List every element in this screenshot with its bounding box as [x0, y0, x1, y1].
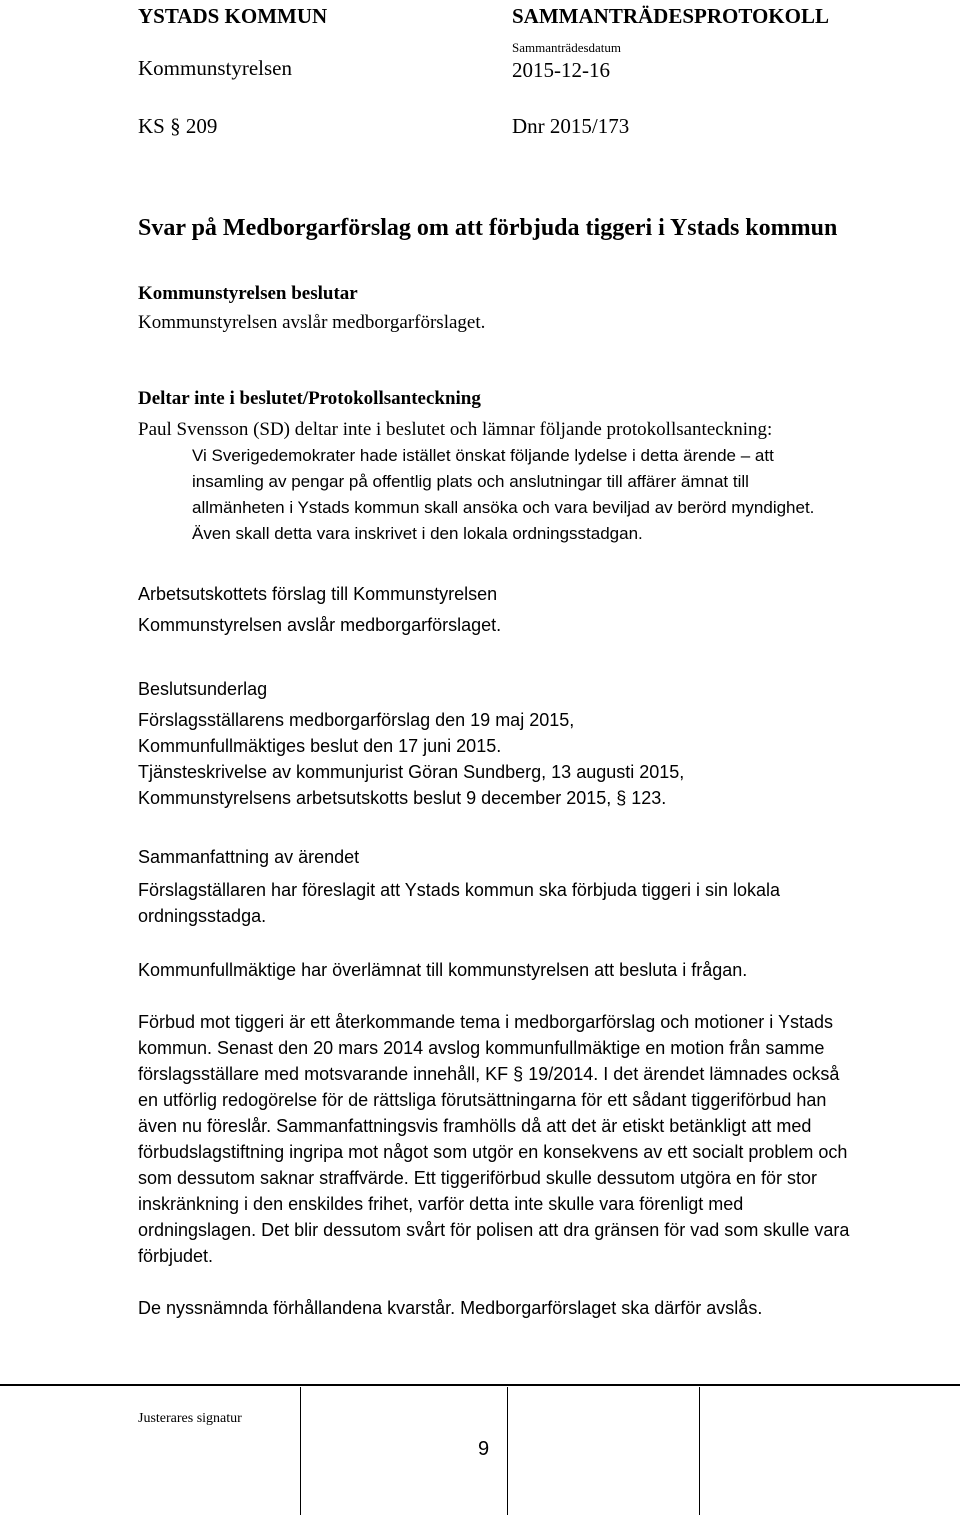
reservation-quote: [192, 443, 814, 547]
paragraph-reference: KS § 209: [138, 114, 218, 138]
summary-line: som dessutom saknar straffvärde. Ett tiggeriförbud skulle dessutom utgöra en för stor: [138, 1168, 817, 1188]
summary-paragraph-3: [138, 1009, 849, 1269]
summary-line: ordningsstadga.: [138, 906, 267, 926]
document-type: SAMMANTRÄDESPROTOKOLL: [512, 4, 829, 28]
summary-line: kommun. Senast den 20 mars 2014 avslog kommunfullmäktige en motion från samme: [138, 1038, 825, 1058]
reservation-intro: Paul Svensson (SD) deltar inte i beslutet och lämnar följande protokollsanteckning:: [138, 419, 773, 440]
summary-line: även nu föreslår. Sammanfattningsvis framhölls då att det är etiskt betänkligt att med: [138, 1116, 812, 1136]
reservation-heading: Deltar inte i beslutet/Protokollsanteckning: [138, 388, 481, 409]
summary-line: förbudslagstiftning ingripa mot något som utgör en konsekvens av ett socialt problem och: [138, 1142, 848, 1162]
summary-heading: Sammanfattning av ärendet: [138, 847, 360, 867]
reservation-line: allmänheten i Ystads kommun skall ansöka och vara beviljad av berörd myndighet.: [192, 498, 815, 517]
summary-line: Förbud mot tiggeri är ett återkommande tema i medborgarförslag och motioner i Ystads: [138, 1012, 833, 1032]
decision-text: Kommunstyrelsen avslår medborgarförslaget.: [138, 312, 486, 333]
basis-line: Tjänsteskrivelse av kommunjurist Göran Sundberg, 13 augusti 2015,: [138, 762, 685, 782]
committee-proposal-heading: Arbetsutskottets förslag till Kommunstyrelsen: [138, 584, 498, 604]
signature-label: Justerares signatur: [138, 1411, 242, 1426]
basis-line: Förslagsställarens medborgarförslag den 19 maj 2015,: [138, 710, 575, 730]
basis-line: Kommunstyrelsens arbetsutskotts beslut 9 december 2015, § 123.: [138, 788, 667, 808]
summary-line: en utförlig redogörelse för de rättsliga förutsättningarna för ett sådant tiggeriförbud han: [138, 1090, 827, 1110]
reservation-line: insamling av pengar på offentlig plats och anslutningar till affärer ämnat till: [192, 472, 749, 491]
summary-paragraph-1: [138, 877, 780, 929]
basis-line: Kommunfullmäktiges beslut den 17 juni 2015.: [138, 736, 502, 756]
summary-paragraph-2: Kommunfullmäktige har överlämnat till kommunstyrelsen att besluta i frågan.: [138, 960, 748, 980]
summary-line: Förslagställaren har föreslagit att Ystads kommun ska förbjuda tiggeri i sin lokala: [138, 880, 780, 900]
meeting-date: 2015-12-16: [512, 58, 610, 82]
decision-heading: Kommunstyrelsen beslutar: [138, 283, 358, 304]
meeting-date-label: Sammanträdesdatum: [512, 40, 622, 55]
summary-line: förbjudet.: [138, 1246, 214, 1266]
committee-name: Kommunstyrelsen: [138, 56, 292, 80]
footer-divider: [0, 1384, 960, 1386]
summary-line: förslagsställare med motsvarande innehåll, KF § 19/2014. I det ärendet lämnades också: [138, 1064, 840, 1084]
summary-paragraph-4: De nyssnämnda förhållandena kvarstår. Medborgarförslaget ska därför avslås.: [138, 1298, 763, 1318]
reservation-line: Vi Sverigedemokrater hade istället önskat följande lydelse i detta ärende – att: [192, 446, 774, 465]
signature-box-divider: [507, 1387, 508, 1515]
diary-number: Dnr 2015/173: [512, 114, 630, 138]
summary-line: ordningslagen. Det blir dessutom svårt för polisen att dra gränsen för vad som skulle vara: [138, 1220, 850, 1240]
basis-heading: Beslutsunderlag: [138, 679, 268, 699]
basis-list: [138, 707, 684, 811]
page-number: 9: [478, 1438, 490, 1460]
reservation-line: Även skall detta vara inskrivet i den lokala ordningsstadgan.: [192, 524, 643, 543]
committee-proposal-text: Kommunstyrelsen avslår medborgarförslaget.: [138, 615, 502, 635]
signature-box-divider: [300, 1387, 301, 1515]
summary-line: inskränkning i den enskildes frihet, varför detta inte skulle vara förenligt med: [138, 1194, 744, 1214]
signature-box-divider: [699, 1387, 700, 1515]
case-title: Svar på Medborgarförslag om att förbjuda tiggeri i Ystads kommun: [138, 215, 838, 241]
municipality-name: YSTADS KOMMUN: [138, 4, 328, 28]
